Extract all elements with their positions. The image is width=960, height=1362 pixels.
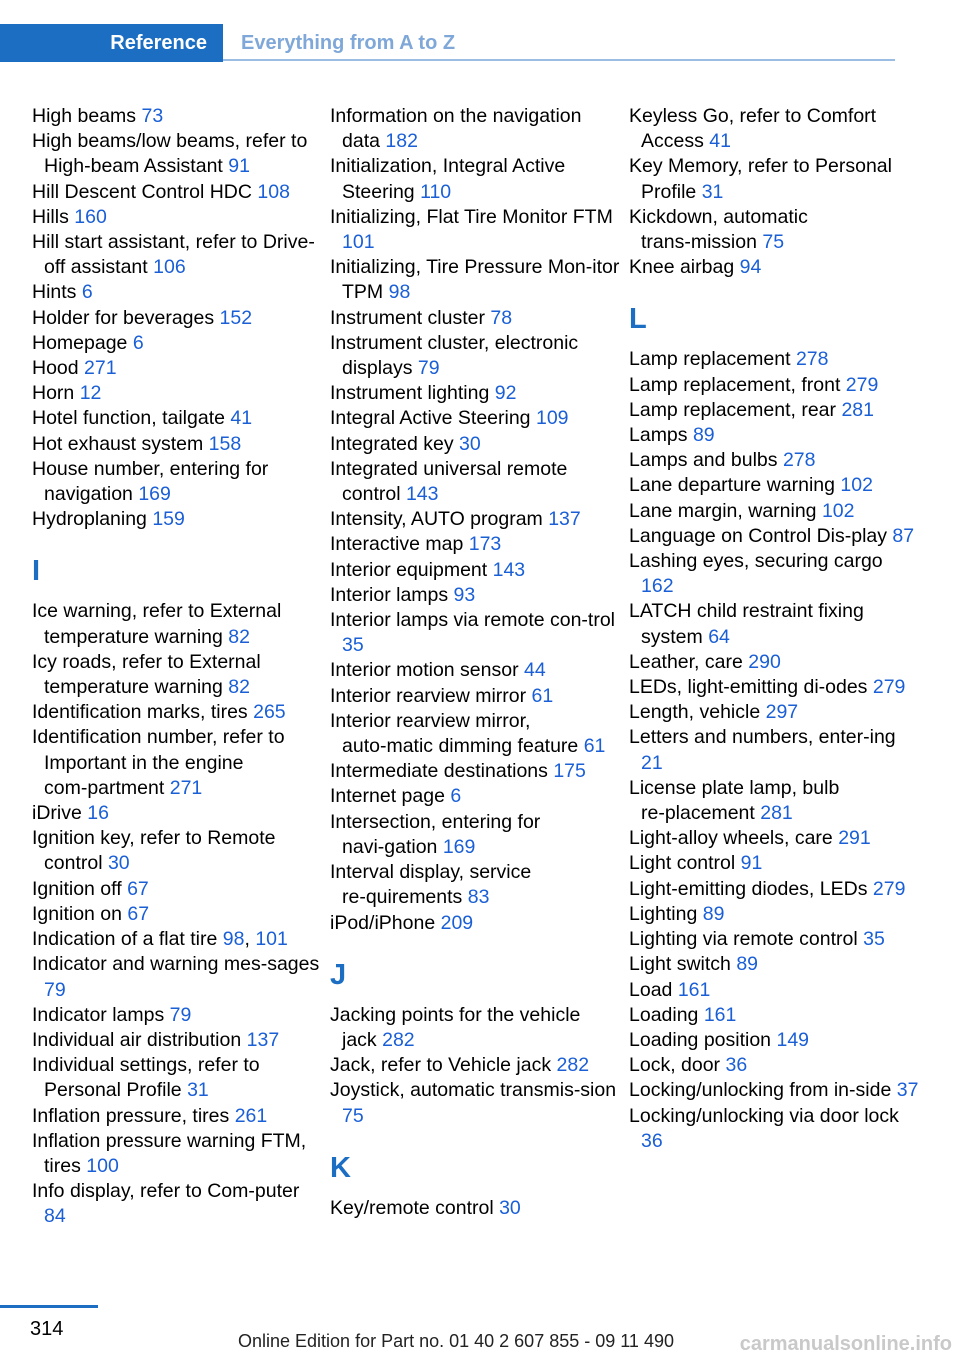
page-link[interactable]: 271	[169, 776, 203, 799]
entry-term: Hill Descent Control HDC	[32, 180, 252, 203]
page-link[interactable]: 21	[641, 751, 663, 774]
entry-term: Lashing eyes, securing cargo	[629, 550, 883, 573]
index-entry	[32, 205, 322, 230]
entry-term: Hotel function, tailgate	[32, 407, 225, 430]
page-link[interactable]: 282	[556, 1054, 590, 1077]
index-entry	[629, 851, 919, 876]
index-entry	[629, 1028, 919, 1053]
index-entry	[330, 306, 620, 331]
page-link[interactable]: 143	[492, 558, 526, 581]
page-link[interactable]: 152	[219, 306, 253, 329]
index-entry: Indication of a flat tire 98, 101	[32, 928, 288, 951]
page-link[interactable]: 291	[838, 827, 871, 850]
page-link[interactable]: 282	[382, 1028, 415, 1051]
entry-term: Light-emitting diodes, LEDs	[629, 877, 868, 900]
entry-term: Interior equipment	[330, 558, 488, 581]
index-entry	[330, 759, 620, 784]
index-entry	[629, 347, 919, 372]
page-link[interactable]: 106	[153, 256, 186, 279]
index-entry	[330, 810, 620, 860]
page-link[interactable]: 182	[385, 130, 418, 153]
section-letter: L	[629, 303, 647, 336]
entry-term: Leather, care	[629, 650, 743, 673]
entry-term: Hood	[32, 357, 79, 380]
index-entry	[629, 725, 919, 775]
page-link[interactable]: 265	[253, 701, 286, 724]
index-entry	[629, 398, 919, 423]
index-entry	[629, 776, 919, 826]
entry-term: Intersection, entering for navi‑gation	[330, 810, 541, 858]
index-entry	[330, 154, 620, 204]
entry-term: Homepage	[32, 331, 128, 354]
index-entry	[32, 902, 322, 927]
page-link[interactable]: 82	[228, 625, 250, 648]
page-link[interactable]: 67	[127, 877, 149, 900]
page-link[interactable]: 290	[748, 650, 781, 673]
entry-term: Lighting	[629, 902, 698, 925]
index-entry	[330, 1053, 620, 1078]
entry-term: Lane departure warning	[629, 474, 835, 497]
page-link[interactable]: 169	[442, 835, 476, 858]
entry-term: Ignition key, refer to Remote control	[32, 827, 276, 875]
page-link[interactable]: 101	[342, 231, 375, 254]
entry-term: Identification number, refer to Important in the engine com‑partment	[32, 726, 285, 799]
page-link[interactable]: 101	[255, 928, 288, 951]
index-entry	[629, 524, 919, 549]
page-link[interactable]: 98	[222, 928, 245, 951]
page-link[interactable]: 271	[84, 357, 117, 380]
page-link[interactable]: 89	[702, 902, 725, 925]
page-link[interactable]: 297	[765, 701, 799, 724]
page-link[interactable]: 278	[782, 449, 816, 472]
entry-term: Initializing, Flat Tire Monitor FTM	[330, 205, 613, 228]
index-entry	[629, 549, 919, 599]
page-link[interactable]: 137	[548, 508, 581, 531]
page-link[interactable]: 173	[468, 533, 502, 556]
entry-term: Load	[629, 978, 673, 1001]
entry-term: Inflation pressure, tires	[32, 1104, 230, 1127]
index-entry	[629, 599, 919, 649]
index-entry	[32, 104, 322, 129]
entry-term: Intermediate destinations	[330, 760, 548, 783]
index-entry	[629, 1053, 919, 1078]
watermark: carmanualsonline.info	[739, 1333, 952, 1355]
index-entry	[330, 457, 620, 507]
index-entry	[32, 650, 322, 700]
entry-term: Interval display, service re‑quirements	[330, 861, 532, 909]
page-link[interactable]: 64	[708, 625, 730, 648]
page-link[interactable]: 161	[703, 1003, 737, 1026]
page-link[interactable]: 159	[152, 508, 185, 531]
index-entry	[330, 1196, 620, 1221]
index-entry	[32, 725, 322, 801]
entry-term: LATCH child restraint fixing system	[629, 600, 864, 648]
page-link[interactable]: 108	[257, 180, 290, 203]
entry-term: Hill start assistant, refer to Drive-off assistant	[32, 231, 315, 279]
entry-term: Hydroplaning	[32, 508, 147, 531]
section-letter: K	[330, 1151, 351, 1184]
index-entry	[629, 205, 919, 255]
page-link[interactable]: 30	[459, 432, 481, 455]
entry-term: Interior lamps	[330, 583, 449, 606]
index-entry	[32, 599, 322, 649]
entry-term: iPod/iPhone	[330, 911, 436, 934]
index-entry	[32, 129, 322, 179]
entry-term: Instrument cluster, electronic displays	[330, 331, 579, 380]
page-link[interactable]: 94	[739, 256, 762, 279]
page-link[interactable]: 6	[450, 785, 462, 808]
entry-term: Kickdown, automatic trans‑mission	[629, 205, 808, 254]
entry-term: Loading	[629, 1003, 699, 1026]
entry-term: Integrated key	[330, 432, 454, 455]
page-link[interactable]: 261	[234, 1104, 268, 1127]
index-entry	[330, 608, 620, 658]
index-entry	[32, 1129, 322, 1179]
entry-term: Lamps	[629, 424, 688, 447]
index-entry	[32, 877, 322, 902]
page-link[interactable]: 31	[187, 1079, 209, 1102]
entry-term: Length, vehicle	[629, 701, 761, 724]
entry-term: Jacking points for the vehicle jack	[330, 1003, 581, 1051]
page-link[interactable]: 6	[81, 281, 93, 304]
entry-term: Indicator and warning mes‑sages	[32, 953, 320, 976]
page-link[interactable]: 12	[79, 382, 102, 405]
index-entry	[32, 700, 322, 725]
entry-term: Interior motion sensor	[330, 659, 519, 682]
entry-term: Keyless Go, refer to Comfort Access	[629, 105, 877, 153]
page-link[interactable]: 281	[841, 398, 874, 421]
index-entry	[629, 952, 919, 977]
section-gap	[629, 280, 919, 292]
index-entry	[330, 860, 620, 910]
page-header	[0, 24, 895, 62]
page-link[interactable]: 281	[760, 802, 793, 825]
index-entry	[32, 1028, 322, 1053]
entry-term: Intensity, AUTO program	[330, 508, 543, 531]
index-entry	[32, 952, 322, 1002]
index-entry	[629, 700, 919, 725]
entry-term: Interior rearview mirror	[330, 684, 527, 707]
page-link[interactable]: 279	[872, 676, 906, 699]
index-entry	[330, 331, 620, 381]
header-title: Everything from A to Z	[241, 32, 456, 54]
entry-term: Lane margin, warning	[629, 499, 817, 522]
page-link[interactable]: 35	[863, 928, 885, 951]
index-entry	[32, 507, 322, 532]
index-entry	[32, 1003, 322, 1028]
page-link[interactable]: 160	[74, 205, 107, 228]
page-link[interactable]: 79	[417, 357, 440, 380]
index-entry	[330, 911, 620, 936]
index-entry	[330, 532, 620, 557]
index-entry	[32, 1053, 322, 1103]
entry-term: Hints	[32, 281, 77, 304]
index-entry	[32, 826, 322, 876]
index-entry	[629, 1003, 919, 1028]
page-link[interactable]: 93	[453, 583, 476, 606]
index-entry	[330, 1078, 620, 1128]
section-tab: Reference	[0, 24, 223, 62]
page-link[interactable]: 100	[86, 1154, 119, 1177]
section-letter: J	[330, 958, 347, 991]
entry-term: Internet page	[330, 785, 445, 808]
index-entry	[32, 230, 322, 280]
entry-term: Loading position	[629, 1028, 772, 1051]
page-link[interactable]: 98	[388, 281, 411, 304]
entry-term: Instrument cluster	[330, 306, 485, 329]
footer-rule	[0, 1305, 98, 1308]
section-gap	[32, 532, 322, 544]
entry-term: Identification marks, tires	[32, 701, 248, 724]
index-column-1	[32, 104, 322, 1230]
page-link[interactable]: 209	[440, 911, 474, 934]
page-link[interactable]: 169	[138, 483, 171, 506]
page-link[interactable]: 30	[499, 1196, 521, 1219]
index-entry	[629, 104, 919, 154]
index-entry	[330, 684, 620, 709]
entry-term: Key/remote control	[330, 1196, 494, 1219]
entry-term: Locking/unlocking from in‑side	[629, 1079, 892, 1102]
page-link[interactable]: 87	[892, 524, 915, 547]
page-link[interactable]: 110	[420, 180, 452, 203]
entry-term: Interior rearview mirror, auto‑matic dimming feature	[330, 709, 579, 758]
entry-term: High beams	[32, 105, 137, 127]
edition-note: Online Edition for Part no. 01 40 2 607 855 - 09 11 490	[238, 1331, 674, 1351]
page-link[interactable]: 91	[740, 852, 763, 875]
index-entry	[330, 658, 620, 683]
page-link[interactable]: 61	[583, 735, 606, 758]
page-link[interactable]: 79	[44, 978, 66, 1001]
entry-term: Initializing, Tire Pressure Mon‑itor TPM	[330, 256, 620, 304]
entry-term: Integrated universal remote control	[330, 457, 568, 506]
entry-term: Locking/unlocking via door lock	[629, 1104, 899, 1127]
page-link[interactable]: 61	[531, 684, 554, 707]
entry-term: Initialization, Integral Active Steering	[330, 155, 566, 203]
entry-term: Joystick, automatic transmis‑sion	[330, 1079, 617, 1102]
page-link[interactable]: 158	[208, 432, 242, 455]
page-link[interactable]: 279	[872, 877, 906, 900]
page-link[interactable]: 79	[169, 1003, 192, 1026]
page-link[interactable]: 91	[228, 155, 250, 178]
entry-term: Interactive map	[330, 533, 464, 556]
entry-term: Letters and numbers, enter‑ing	[629, 726, 896, 749]
page-link[interactable]: 175	[553, 760, 586, 783]
page-link[interactable]: 37	[896, 1079, 919, 1102]
entry-term: Icy roads, refer to External temperature warning	[32, 650, 261, 699]
page-link[interactable]: 75	[342, 1104, 364, 1127]
index-entry	[330, 432, 620, 457]
entry-term: Horn	[32, 382, 75, 405]
index-entry	[330, 507, 620, 532]
entry-term: Light-alloy wheels, care	[629, 827, 833, 850]
page-link[interactable]: 67	[127, 902, 150, 925]
index-entry	[32, 331, 322, 356]
entry-term: Language on Control Dis‑play	[629, 524, 887, 547]
page-link[interactable]: 161	[677, 978, 711, 1001]
entry-term: Info display, refer to Com‑puter	[32, 1180, 300, 1203]
index-entry	[32, 1104, 322, 1129]
index-entry	[629, 423, 919, 448]
page-link[interactable]: 41	[230, 407, 253, 430]
index-column-3	[629, 104, 919, 1154]
index-column-2	[330, 104, 620, 1221]
page-link[interactable]: 137	[246, 1028, 280, 1051]
entry-term: Lamp replacement, front	[629, 373, 841, 396]
index-entry	[330, 1003, 620, 1053]
entry-term: Lamp replacement	[629, 348, 791, 371]
index-entry	[629, 675, 919, 700]
page-link[interactable]: 41	[709, 130, 731, 153]
entry-term: Lock, door	[629, 1054, 721, 1077]
index-entry	[629, 927, 919, 952]
page-link[interactable]: 149	[776, 1028, 810, 1051]
index-entry	[629, 473, 919, 498]
page-link[interactable]: 78	[490, 306, 513, 329]
page-link[interactable]: 6	[132, 331, 144, 354]
index-entry	[32, 180, 322, 205]
index-entry	[330, 381, 620, 406]
index-entry	[330, 784, 620, 809]
page-link[interactable]: 36	[725, 1054, 748, 1077]
entry-term: LEDs, light-emitting di‑odes	[629, 676, 868, 699]
page-link[interactable]: 30	[107, 852, 130, 875]
entry-term: Hills	[32, 205, 69, 228]
page-link[interactable]: 84	[44, 1205, 66, 1228]
entry-term: Holder for beverages	[32, 306, 215, 329]
entry-term: Information on the navigation data	[330, 105, 582, 153]
index-entry	[330, 558, 620, 583]
index-entry	[32, 432, 322, 457]
index-entry	[32, 457, 322, 507]
index-entry	[32, 306, 322, 331]
page-link[interactable]: 102	[840, 474, 873, 497]
page-link[interactable]: 16	[87, 802, 109, 825]
entry-term: Light control	[629, 852, 736, 875]
entry-term: Indicator lamps	[32, 1003, 165, 1026]
entry-term: Interior lamps via remote con‑trol	[330, 609, 616, 632]
index-entry	[629, 826, 919, 851]
page-link[interactable]: 73	[141, 105, 164, 127]
page-link[interactable]: 143	[405, 483, 439, 506]
entry-term: License plate lamp, bulb re‑placement	[629, 776, 840, 825]
page-link[interactable]: 36	[641, 1129, 663, 1152]
index-entry	[629, 154, 919, 204]
entry-term: High beams/low beams, refer to High-beam Assistant	[32, 130, 308, 178]
index-entry	[629, 978, 919, 1003]
entry-term: Integral Active Steering	[330, 407, 531, 430]
index-entry	[629, 373, 919, 398]
index-entry	[629, 1104, 919, 1154]
entry-term: iDrive	[32, 802, 82, 825]
index-entry	[330, 583, 620, 608]
page-link[interactable]: 35	[342, 634, 364, 657]
entry-term: Knee airbag	[629, 256, 735, 279]
index-entry	[330, 406, 620, 431]
page-link[interactable]: 75	[762, 231, 785, 254]
index-entry	[32, 1179, 322, 1229]
page-link[interactable]: 109	[535, 407, 569, 430]
page-link[interactable]: 92	[494, 382, 517, 405]
index-entry	[629, 448, 919, 473]
index-entry	[629, 255, 919, 280]
entry-term: Indication of a flat tire	[32, 928, 218, 951]
entry-term: Lamps and bulbs	[629, 449, 778, 472]
entry-term: Key Memory, refer to Personal Profile	[629, 155, 892, 203]
entry-term: Hot exhaust system	[32, 432, 204, 455]
page-link[interactable]: 89	[736, 953, 759, 976]
page-link[interactable]: 83	[467, 886, 490, 909]
page-link[interactable]: 31	[701, 180, 724, 203]
page-link[interactable]: 82	[228, 676, 250, 699]
page-number: 314	[30, 1318, 64, 1340]
index-entry	[629, 499, 919, 524]
index-entry	[330, 104, 620, 154]
entry-term: House number, entering for navigation	[32, 457, 269, 506]
page-link[interactable]: 278	[795, 348, 829, 371]
page-link[interactable]: 102	[821, 499, 855, 522]
index-entry	[629, 650, 919, 675]
page-link[interactable]: 44	[524, 659, 546, 682]
index-entry	[330, 709, 620, 759]
index-entry	[32, 801, 322, 826]
header-underline	[223, 59, 895, 61]
entry-term: Ignition on	[32, 902, 122, 925]
index-entry	[32, 381, 322, 406]
index-entry	[330, 205, 620, 255]
entry-term: Inflation pressure warning FTM, tires	[32, 1129, 307, 1177]
page-link[interactable]: 89	[692, 424, 715, 447]
entry-term: Ignition off	[32, 877, 122, 900]
entry-term: Individual settings, refer to Personal Profile	[32, 1054, 260, 1102]
index-entry	[629, 877, 919, 902]
page-link[interactable]: 162	[641, 575, 674, 598]
entry-term: Ice warning, refer to External temperature warning	[32, 600, 282, 648]
index-entry	[629, 1078, 919, 1103]
section-gap	[330, 1129, 620, 1141]
index-entry	[32, 406, 322, 431]
entry-term: Jack, refer to Vehicle jack	[330, 1054, 552, 1077]
index-entry	[330, 255, 620, 305]
section-letter: I	[32, 555, 41, 588]
section-gap	[330, 936, 620, 948]
index-entry	[32, 280, 322, 305]
index-entry	[629, 902, 919, 927]
entry-term: Lamp replacement, rear	[629, 398, 837, 421]
entry-term: Instrument lighting	[330, 382, 490, 405]
entry-term: Light switch	[629, 953, 731, 976]
index-entry	[32, 356, 322, 381]
entry-term: Lighting via remote control	[629, 928, 858, 951]
page-link[interactable]: 279	[845, 373, 879, 396]
entry-term: Individual air distribution	[32, 1028, 242, 1051]
